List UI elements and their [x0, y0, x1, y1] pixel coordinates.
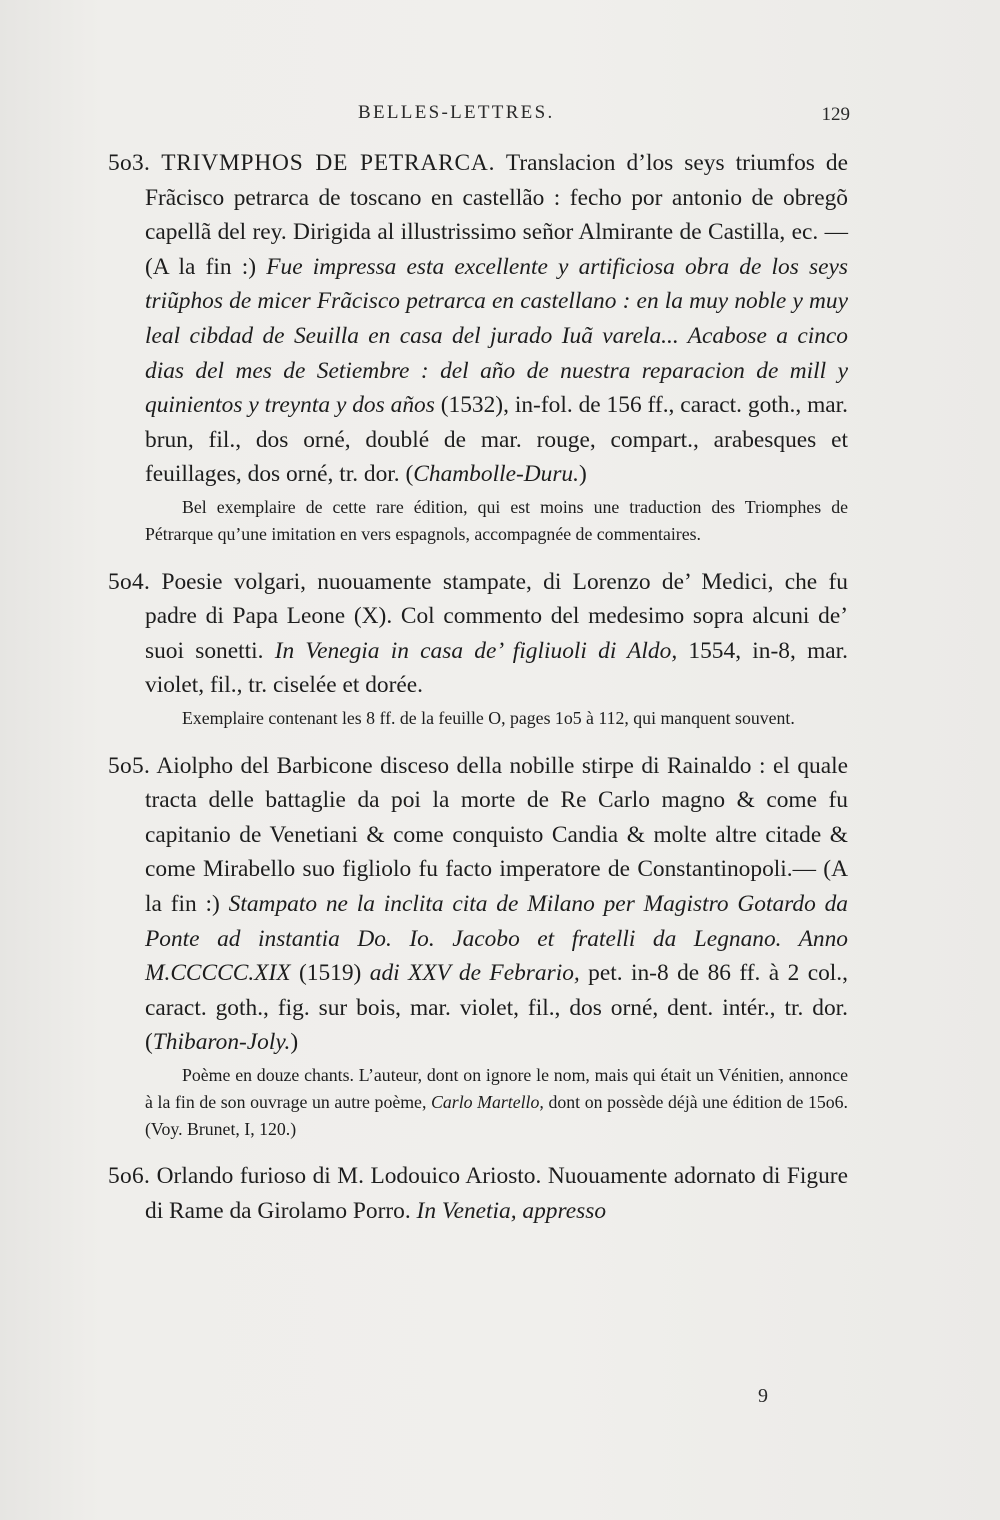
catalogue-entry: [108, 565, 848, 732]
note-text: Exemplaire contenant les 8 ff. de la feuille O, pages 1o5 à 112, qui manquent souvent.: [182, 707, 795, 728]
entry-colophon: Stampato ne la inclita cita de Milano per Magistro Gotardo da Ponte ad instantia Do. Io. Jacobo et fratelli da Legnano. Anno M.CCCCC.XIX: [145, 891, 848, 987]
entry-text: ): [290, 1029, 299, 1056]
signature-mark: 9: [758, 1385, 768, 1407]
entry-text: 1554, in-8, mar. violet, fil., tr. ciselée et dorée.: [145, 637, 848, 699]
entry-note: [145, 1062, 848, 1142]
running-title: BELLES-LETTRES.: [358, 102, 555, 123]
entry-text: pet. in-8 de 86 ff. à 2 col., caract. goth., fig. sur bois, mar. violet, fil., dos orné, dent. intér., tr. dor. (: [145, 960, 848, 1056]
entry-text: (1532), in-fol. de 156 ff., caract. goth., mar. brun, fil., dos orné, doublé de mar. rouge, compart., arabesques et feuillages, dos orné, tr. dor. (: [145, 392, 848, 488]
entry-number: 5o6.: [108, 1163, 151, 1190]
entry-imprint: In Venegia in casa de’ figliuoli di Aldo,: [274, 637, 678, 664]
entry-colophon: Fue impressa esta excellente y artificiosa obra de los seys triũphos de micer Frãcisco petrarca en castellano : en la muy noble y muy leal cibdad de Seuilla en casa del jurado Iuã varela... Acabose a cinco dias del mes de Setiembre : del año de nuestra reparacion de mill y quinientos y treynta y dos años: [145, 253, 848, 419]
catalogue-entry: [108, 1159, 848, 1228]
note-text: Bel exemplaire de cette rare édition, qui est moins une traduction des Triomphes de Pétrarque qu’une imitation en vers espagnols, accompagnée de commentaires.: [145, 496, 848, 544]
entry-text: Aiolpho del Barbicone disceso della nobille stirpe di Rainaldo : el quale tracta delle battaglie da poi la morte de Re Carlo magno & come fu capitanio de Venetiani & come conquisto Candia & molte altre citade & come Mirabello suo figliolo fu facto imperatore de Constantinopoli.— (A la fin :): [145, 752, 848, 918]
entry-description: [108, 1159, 848, 1228]
catalogue-entries: [108, 146, 848, 1246]
entry-binder: Thibaron-Joly.: [152, 1029, 291, 1056]
entry-text: (1519): [290, 960, 370, 987]
catalogue-entry: [108, 749, 848, 1143]
entry-note: [145, 494, 848, 548]
entry-title: TRIVMPHOS DE PETRARCA.: [161, 150, 496, 176]
entry-description: [108, 146, 848, 492]
catalogue-entry: [108, 146, 848, 548]
entry-colophon-date: adi XXV de Febrario,: [369, 960, 580, 987]
entry-description: [108, 749, 848, 1060]
entry-imprint: In Venetia, appresso: [416, 1198, 607, 1225]
entry-text: Orlando furioso di M. Lodouico Ariosto. Nuouamente adornato di Figure di Rame da Girolamo Porro.: [145, 1163, 848, 1225]
entry-number: 5o4.: [108, 568, 151, 595]
note-text: Poème en douze chants. L’auteur, dont on ignore le nom, mais qui était un Vénitien, annonce à la fin de son ouvrage un autre poème,: [145, 1065, 848, 1112]
entry-text: ): [578, 461, 587, 488]
entry-description: [108, 565, 848, 703]
entry-number: 5o5.: [108, 752, 151, 779]
entry-text: Translacion d’los seys triumfos de Frãcisco petrarca de toscano en castellão : fecho por antonio de obregõ capellã del rey. Dirigida al illustrissimo señor Almirante de Castilla, ec. — (A la fin :): [145, 150, 848, 280]
entry-binder: Chambolle-Duru.: [413, 461, 579, 488]
entry-note: [145, 705, 848, 732]
note-title: Carlo Martello,: [431, 1091, 544, 1112]
note-text: dont on possède déjà une édition de 15o6. (Voy. Brunet, I, 120.): [145, 1091, 849, 1139]
running-head: [0, 102, 1000, 132]
entry-number: 5o3.: [108, 150, 151, 176]
page-number: 129: [821, 104, 850, 125]
entry-text: Poesie volgari, nuouamente stampate, di Lorenzo de’ Medici, che fu padre di Papa Leone (X). Col commento del medesimo sopra alcuni de’ suoi sonetti.: [145, 568, 848, 664]
